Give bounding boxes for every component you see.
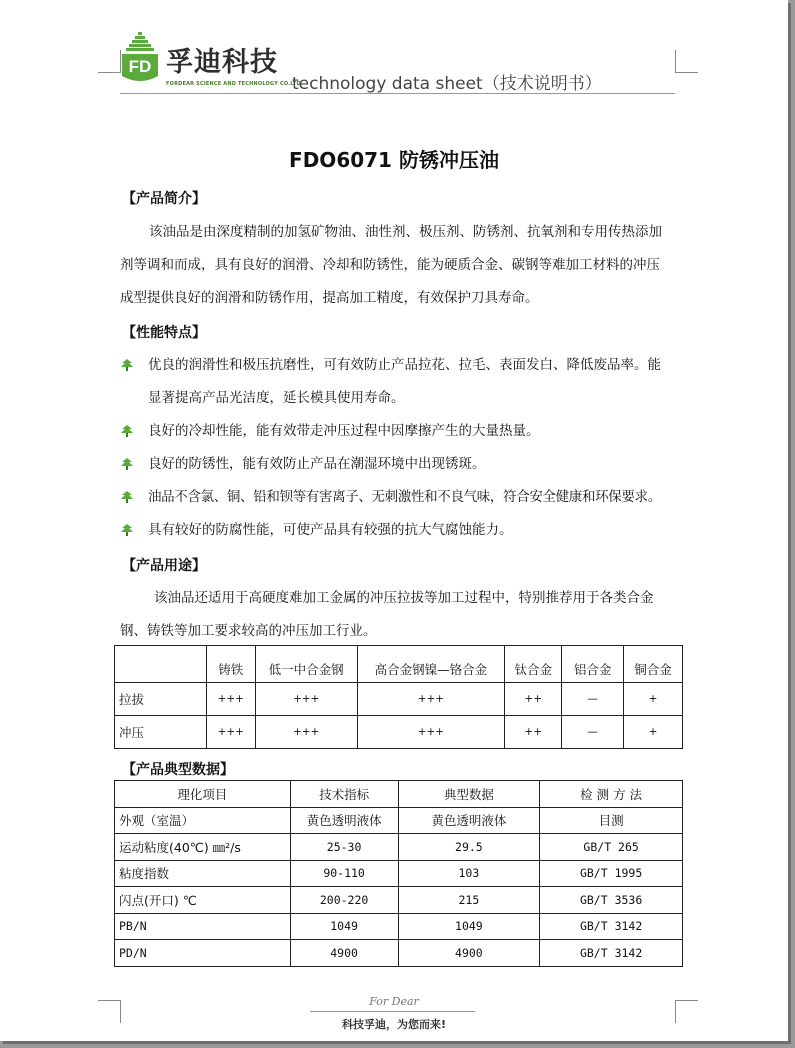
usage-cell: +++ <box>206 683 255 716</box>
feature-text: 良好的防锈性，能有效防止产品在潮湿环境中出现锈斑。 <box>148 456 486 472</box>
spec-cell: 103 <box>398 860 540 887</box>
specs-header-cell: 典型数据 <box>398 781 540 808</box>
footer-slogan: 科技孚迪，为您而来! <box>341 1018 447 1031</box>
usage-cell: +++ <box>357 683 505 716</box>
table-row <box>115 834 683 861</box>
header-rule <box>120 93 675 94</box>
usage-cell: +++ <box>255 716 357 749</box>
specs-heading: 【产品典型数据】 <box>122 762 234 778</box>
usage-cell: +++ <box>255 683 357 716</box>
usage-cell: +++ <box>357 716 505 749</box>
usage-cell: — <box>562 683 624 716</box>
table-row <box>115 887 683 914</box>
usage-header-cell: 低一中合金钢 <box>255 646 357 683</box>
spec-cell: GB/T 3142 <box>540 940 683 967</box>
usage-cell: +++ <box>206 716 255 749</box>
spec-item: 运动粘度(40℃) ㎜²/s <box>115 834 291 861</box>
crop-mark-top-left <box>98 50 121 73</box>
intro-line: 该油品是由深度精制的加氢矿物油、油性剂、极压剂、防锈剂、抗氧剂和专用传热添加 <box>149 224 662 240</box>
spec-item: PD/N <box>115 940 291 967</box>
usage-header-cell: 铜合金 <box>624 646 683 683</box>
footer-rule <box>310 1011 475 1012</box>
spec-cell: GB/T 1995 <box>540 860 683 887</box>
leaf-bullet-icon <box>120 524 134 536</box>
usage-header-cell <box>115 646 207 683</box>
table-row <box>115 716 683 749</box>
usage-row-label: 拉拔 <box>115 683 207 716</box>
spec-cell: GB/T 3536 <box>540 887 683 914</box>
usage-cell: + <box>624 716 683 749</box>
usage-line: 钢、铸铁等加工要求较高的冲压加工行业。 <box>120 623 377 639</box>
logo-letters: FD <box>128 57 152 76</box>
spec-cell: 25-30 <box>290 834 398 861</box>
intro-paragraph <box>120 216 678 315</box>
spec-item: PB/N <box>115 913 291 940</box>
spec-cell: 4900 <box>290 940 398 967</box>
intro-heading: 【产品简介】 <box>122 191 206 207</box>
brand-name: 孚迪科技 <box>166 47 278 78</box>
feature-text: 良好的冷却性能，能有效带走冲压过程中因摩擦产生的大量热量。 <box>148 423 540 439</box>
specs-table-header <box>115 781 683 808</box>
usage-header-cell: 铸铁 <box>206 646 255 683</box>
usage-cell: + <box>624 683 683 716</box>
specs-header-cell: 技术指标 <box>290 781 398 808</box>
usage-cell: ++ <box>505 683 562 716</box>
specs-header-cell: 理化项目 <box>115 781 291 808</box>
spec-cell: 目测 <box>540 807 683 834</box>
feature-text: 油品不含氯、铜、铅和钡等有害离子、无刺激性和不良气味，符合安全健康和环保要求。 <box>148 489 661 505</box>
spec-cell: 4900 <box>398 940 540 967</box>
feature-text: 显著提高产品光洁度，延长模具使用寿命。 <box>148 390 405 406</box>
spec-item: 闪点(开口) ℃ <box>115 887 291 914</box>
usage-heading: 【产品用途】 <box>122 558 206 574</box>
fordear-logo-icon <box>120 32 160 84</box>
header-tagline: technology data sheet（技术说明书） <box>292 74 602 94</box>
usage-table-header <box>115 646 683 683</box>
intro-line: 成型提供良好的润滑和防锈作用，提高加工精度，有效保护刀具寿命。 <box>120 290 539 306</box>
usage-line: 该油品还适用于高硬度难加工金属的冲压拉拔等加工过程中，特别推荐用于各类合金 <box>154 590 654 606</box>
specs-table <box>114 780 683 967</box>
spec-cell: 黄色透明液体 <box>398 807 540 834</box>
spec-item: 粘度指数 <box>115 860 291 887</box>
spec-cell: 黄色透明液体 <box>290 807 398 834</box>
spec-cell: 90-110 <box>290 860 398 887</box>
usage-header-cell: 铝合金 <box>562 646 624 683</box>
usage-table <box>114 645 683 749</box>
specs-header-cell: 检 测 方 法 <box>540 781 683 808</box>
spec-cell: 1049 <box>398 913 540 940</box>
leaf-bullet-icon <box>120 359 134 371</box>
usage-header-cell: 钛合金 <box>505 646 562 683</box>
leaf-bullet-icon <box>120 458 134 470</box>
table-row <box>115 683 683 716</box>
usage-row-label: 冲压 <box>115 716 207 749</box>
leaf-bullet-icon <box>120 491 134 503</box>
spec-item: 外观（室温） <box>115 807 291 834</box>
usage-cell: ++ <box>505 716 562 749</box>
feature-text: 优良的润滑性和极压抗磨性，可有效防止产品拉花、拉毛、表面发白、降低废品率。能 <box>148 357 661 373</box>
spec-cell: 1049 <box>290 913 398 940</box>
table-row <box>115 913 683 940</box>
usage-paragraph <box>120 582 678 648</box>
spec-cell: 29.5 <box>398 834 540 861</box>
feature-text: 具有较好的防腐性能，可使产品具有较强的抗大气腐蚀能力。 <box>148 522 513 538</box>
leaf-bullet-icon <box>120 425 134 437</box>
usage-cell: — <box>562 716 624 749</box>
brand-subtitle: FORDEAR SCIENCE AND TECHNOLOGY CO.LTD <box>166 81 301 87</box>
usage-header-cell: 高合金钢镍—铬合金 <box>357 646 505 683</box>
table-row <box>115 860 683 887</box>
table-row <box>115 807 683 834</box>
spec-cell: 200-220 <box>290 887 398 914</box>
spec-cell: GB/T 265 <box>540 834 683 861</box>
footer-script: For Dear <box>369 995 419 1008</box>
intro-line: 剂等调和而成，具有良好的润滑、冷却和防锈性，能为硬质合金、碳钢等难加工材料的冲压 <box>120 257 660 273</box>
document-title: FDO6071 防锈冲压油 <box>289 148 499 172</box>
crop-mark-top-right <box>675 50 698 73</box>
spec-cell: GB/T 3142 <box>540 913 683 940</box>
spec-cell: 215 <box>398 887 540 914</box>
table-row <box>115 940 683 967</box>
features-heading: 【性能特点】 <box>122 325 206 341</box>
